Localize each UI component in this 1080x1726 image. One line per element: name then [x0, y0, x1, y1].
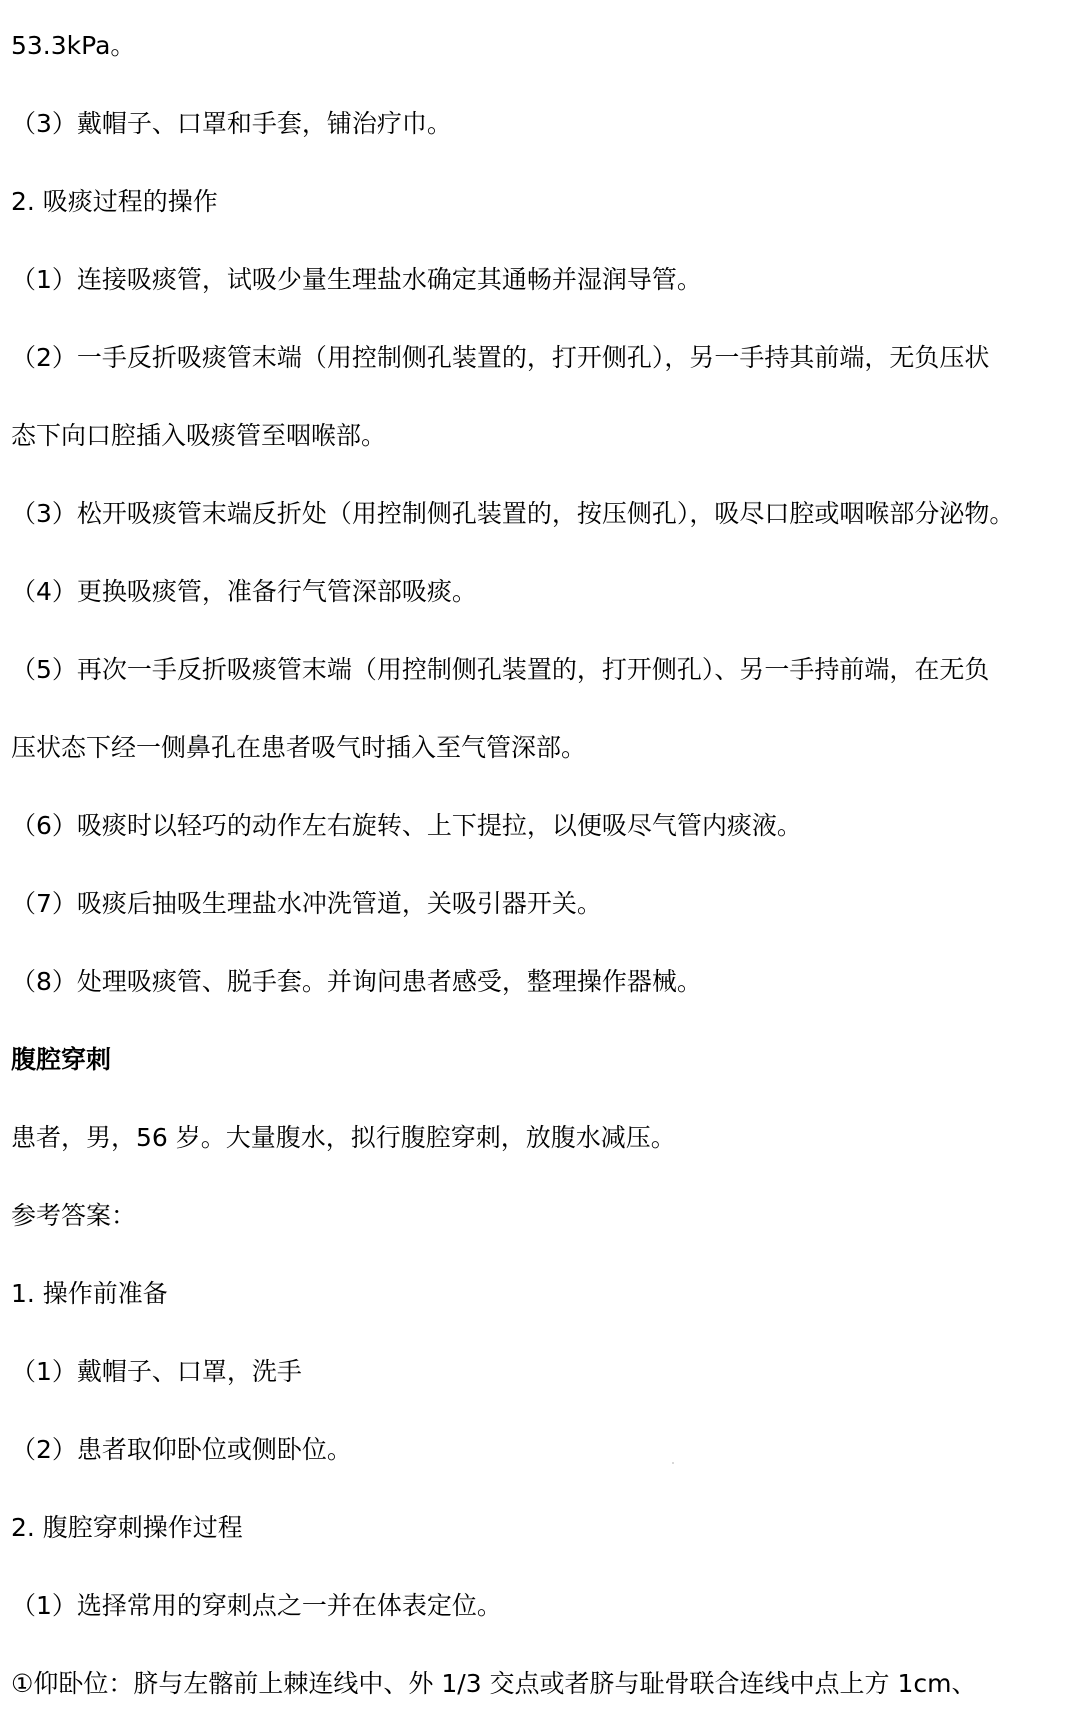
text-line-continuation: 53.3kPa。 — [11, 31, 136, 60]
text-line-step: （1）连接吸痰管，试吸少量生理盐水确定其通畅并湿润导管。 — [11, 265, 702, 294]
case-description: 患者，男，56 岁。大量腹水，拟行腹腔穿刺，放腹水减压。 — [11, 1123, 676, 1152]
text-line-step: （6）吸痰时以轻巧的动作左右旋转、上下提拉，以便吸尽气管内痰液。 — [11, 811, 802, 840]
text-line-step: （1）选择常用的穿刺点之一并在体表定位。 — [11, 1591, 502, 1620]
text-line-step: （4）更换吸痰管，准备行气管深部吸痰。 — [11, 577, 477, 606]
topic-heading: 腹腔穿刺 — [11, 1045, 112, 1074]
text-line-step: （8）处理吸痰管、脱手套。并询问患者感受，整理操作器械。 — [11, 967, 702, 996]
text-line-step: （2）患者取仰卧位或侧卧位。 — [11, 1435, 352, 1464]
section-heading: 2. 吸痰过程的操作 — [11, 187, 218, 216]
text-line-continuation: 压状态下经一侧鼻孔在患者吸气时插入至气管深部。 — [11, 733, 587, 762]
scan-speck — [672, 1462, 674, 1464]
section-heading: 1. 操作前准备 — [11, 1279, 168, 1308]
text-line-step: （3）戴帽子、口罩和手套，铺治疗巾。 — [11, 109, 452, 138]
text-line-step: （2）一手反折吸痰管末端（用控制侧孔装置的，打开侧孔），另一手持其前端，无负压状 — [11, 343, 990, 372]
text-line-continuation: 态下向口腔插入吸痰管至咽喉部。 — [11, 421, 387, 450]
text-line-step: （3）松开吸痰管末端反折处（用控制侧孔装置的，按压侧孔），吸尽口腔或咽喉部分泌物。 — [11, 499, 1015, 528]
section-heading: 2. 腹腔穿刺操作过程 — [11, 1513, 243, 1542]
answer-label: 参考答案： — [11, 1201, 137, 1230]
text-line-step: （1）戴帽子、口罩，洗手 — [11, 1357, 302, 1386]
text-line-step: ①仰卧位：脐与左髂前上棘连线中、外 1/3 交点或者脐与耻骨联合连线中点上方 1cm、 — [11, 1669, 977, 1698]
text-line-step: （7）吸痰后抽吸生理盐水冲洗管道，关吸引器开关。 — [11, 889, 602, 918]
text-line-step: （5）再次一手反折吸痰管末端（用控制侧孔装置的，打开侧孔）、另一手持前端，在无负 — [11, 655, 990, 684]
